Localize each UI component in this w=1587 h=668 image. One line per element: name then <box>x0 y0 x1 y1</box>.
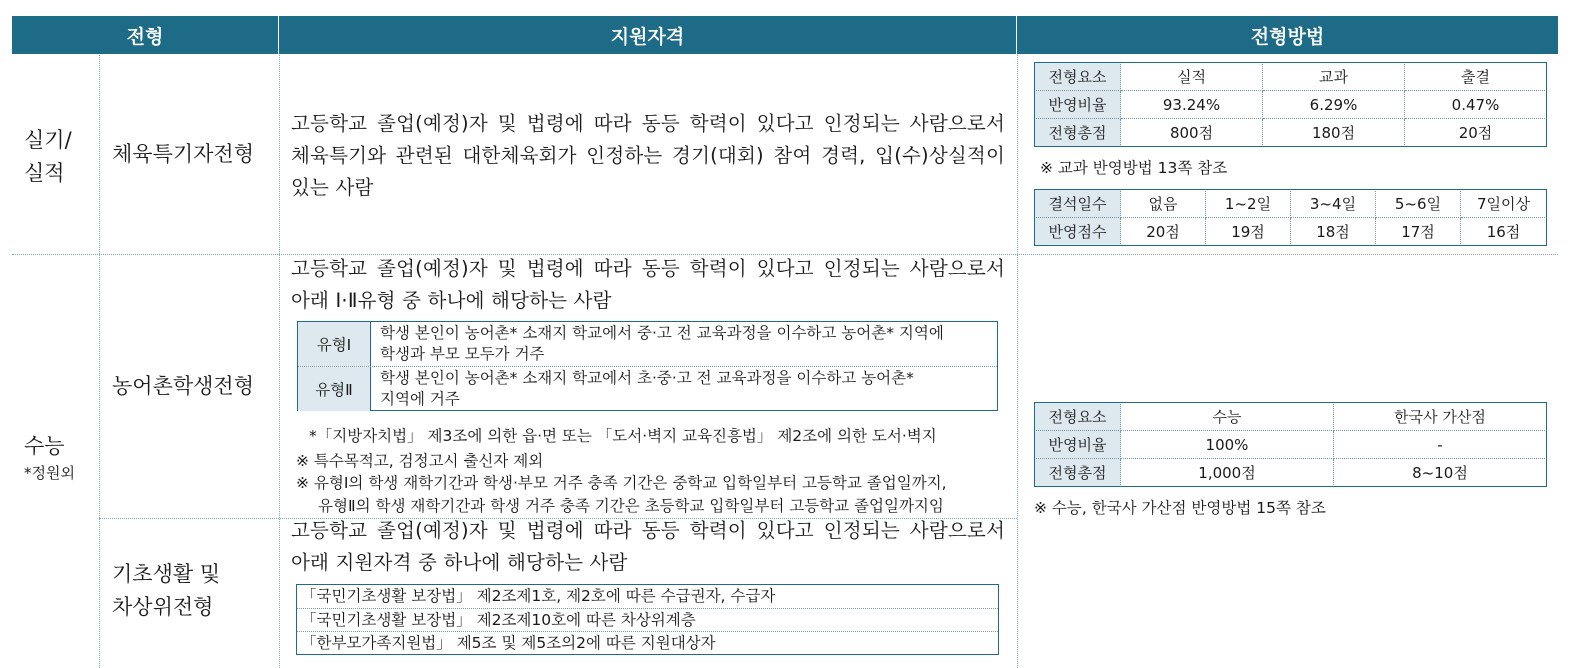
table-cell: 전형총점 <box>1035 459 1121 487</box>
header-label: 전형방법 <box>1250 25 1325 48</box>
list-item: 「한부모가족지원법」 제5조 및 제5조의2에 따른 지원대상자 <box>301 634 716 652</box>
table-cell: 0.47% <box>1405 91 1547 119</box>
qualification-line: 있는 사람 <box>291 176 374 199</box>
table-cell: 교과 <box>1263 63 1405 91</box>
law-list <box>296 584 999 655</box>
qualification-line: 고등학교 졸업(예정)자 및 법령에 따라 동등 학력이 있다고 인정되는 사람으로서 <box>291 112 1005 135</box>
type-label: 유형Ⅱ <box>298 367 371 411</box>
list-item: 「국민기초생활 보장법」 제2조제10호에 따른 차상위계층 <box>297 609 998 633</box>
divider <box>1017 55 1018 668</box>
table-row <box>1035 431 1547 459</box>
table-cell: 반영비율 <box>1035 91 1121 119</box>
type-line: 지역에 거주 <box>380 390 460 408</box>
table-cell: 19점 <box>1206 218 1291 246</box>
table-row <box>1035 459 1547 487</box>
table-cell: 20점 <box>1121 218 1206 246</box>
table-cell: - <box>1334 431 1547 459</box>
table-cell: 93.24% <box>1121 91 1263 119</box>
type-box <box>297 321 998 411</box>
table-row <box>1035 91 1547 119</box>
divider <box>99 55 100 668</box>
category-line: 실기/ <box>24 128 72 152</box>
qualification-line: 아래 Ⅰ·Ⅱ유형 중 하나에 해당하는 사람 <box>291 289 612 312</box>
table-cell: 8~10점 <box>1334 459 1547 487</box>
table-cell: 20점 <box>1405 119 1547 147</box>
table-cell: 17점 <box>1376 218 1461 246</box>
absence-table <box>1034 189 1547 246</box>
table-row <box>1035 63 1547 91</box>
table-cell: 결석일수 <box>1035 190 1121 218</box>
table-cell: 수능 <box>1121 403 1334 431</box>
table-row <box>1035 218 1547 246</box>
type-row <box>298 367 997 411</box>
table-cell: 한국사 가산점 <box>1334 403 1547 431</box>
table-cell: 180점 <box>1263 119 1405 147</box>
header-col-method <box>1017 16 1558 54</box>
qualification-text <box>291 253 1005 317</box>
table-cell: 5~6일 <box>1376 190 1461 218</box>
table-cell: 실적 <box>1121 63 1263 91</box>
admission-type <box>112 558 220 624</box>
type-label: 유형Ⅰ <box>298 322 371 366</box>
table-row <box>1035 403 1547 431</box>
table-cell: 1,000점 <box>1121 459 1334 487</box>
admission-type: 농어촌학생전형 <box>112 374 255 398</box>
table-cell: 800점 <box>1121 119 1263 147</box>
header-col-type <box>12 16 278 54</box>
header-col-qualification <box>279 16 1016 54</box>
type-line: 학생 본인이 농어촌* 소재지 학교에서 초·중·고 전 교육과정을 이수하고 농어촌* <box>380 369 914 387</box>
admission-type: 체육특기자전형 <box>112 142 255 166</box>
table-cell: 16점 <box>1461 218 1547 246</box>
qualification-line: 아래 지원자격 중 하나에 해당하는 사람 <box>291 551 628 574</box>
divider <box>279 55 280 668</box>
table-cell: 3~4일 <box>1291 190 1376 218</box>
table-cell: 반영비율 <box>1035 431 1121 459</box>
category-label <box>24 124 72 190</box>
qualification-line: 고등학교 졸업(예정)자 및 법령에 따라 동등 학력이 있다고 인정되는 사람으로서 <box>291 257 1005 280</box>
header-label: 전형 <box>126 25 164 48</box>
table-cell: 전형요소 <box>1035 63 1121 91</box>
table-cell: 출결 <box>1405 63 1547 91</box>
table-cell: 7일이상 <box>1461 190 1547 218</box>
list-item: 「국민기초생활 보장법」 제2조제1호, 제2호에 따른 수급권자, 수급자 <box>297 585 998 609</box>
qualification-line: 고등학교 졸업(예정)자 및 법령에 따라 동등 학력이 있다고 인정되는 사람으로서 <box>291 519 1005 542</box>
type-description <box>380 368 989 410</box>
table-cell: 없음 <box>1121 190 1206 218</box>
type-description <box>380 323 989 365</box>
table-cell: 100% <box>1121 431 1334 459</box>
method-table <box>1034 62 1547 147</box>
type-line: 기초생활 및 <box>112 562 221 586</box>
type-line: 학생과 부모 모두가 거주 <box>380 345 545 363</box>
table-cell: 전형요소 <box>1035 403 1121 431</box>
table-cell: 18점 <box>1291 218 1376 246</box>
category-line: 수능 <box>24 434 65 458</box>
method-table <box>1034 402 1547 487</box>
footnote: ※ 특수목적고, 검정고시 출신자 제외 <box>296 452 544 470</box>
header-label: 지원자격 <box>610 25 685 48</box>
type-line: 학생 본인이 농어촌* 소재지 학교에서 중·고 전 교육과정을 이수하고 농어촌* 지역에 <box>380 324 944 342</box>
type-line: 차상위전형 <box>112 595 214 619</box>
footnote: *「지방자치법」 제3조에 의한 읍·면 또는 「도서·벽지 교육진흥법」 제2조에 의한 도서·벽지 <box>309 427 937 445</box>
method-note: ※ 수능, 한국사 가산점 반영방법 15쪽 참조 <box>1034 499 1326 517</box>
type-row <box>298 322 997 367</box>
qualification-text <box>291 108 1005 204</box>
category-label <box>24 430 65 463</box>
table-cell: 1~2일 <box>1206 190 1291 218</box>
qualification-text <box>291 515 1005 579</box>
method-note: ※ 교과 반영방법 13쪽 참조 <box>1040 159 1228 177</box>
footnote: 유형Ⅱ의 학생 재학기간과 학생 거주 충족 기간은 초등학교 입학일부터 고등학교 졸업일까지임 <box>318 497 944 515</box>
table-row <box>1035 190 1547 218</box>
category-sub-label: *정원외 <box>24 464 75 482</box>
footnote: ※ 유형Ⅰ의 학생 재학기간과 학생·부모 거주 충족 기간은 중학교 입학일부터 고등학교 졸업일까지, <box>296 474 947 492</box>
table-cell: 반영점수 <box>1035 218 1121 246</box>
table-row <box>1035 119 1547 147</box>
qualification-line: 체육특기와 관련된 대한체육회가 인정하는 경기(대회) 참여 경력, 입(수)상실적이 <box>291 144 1005 167</box>
category-line: 실적 <box>24 161 65 185</box>
table-cell: 전형총점 <box>1035 119 1121 147</box>
table-cell: 6.29% <box>1263 91 1405 119</box>
